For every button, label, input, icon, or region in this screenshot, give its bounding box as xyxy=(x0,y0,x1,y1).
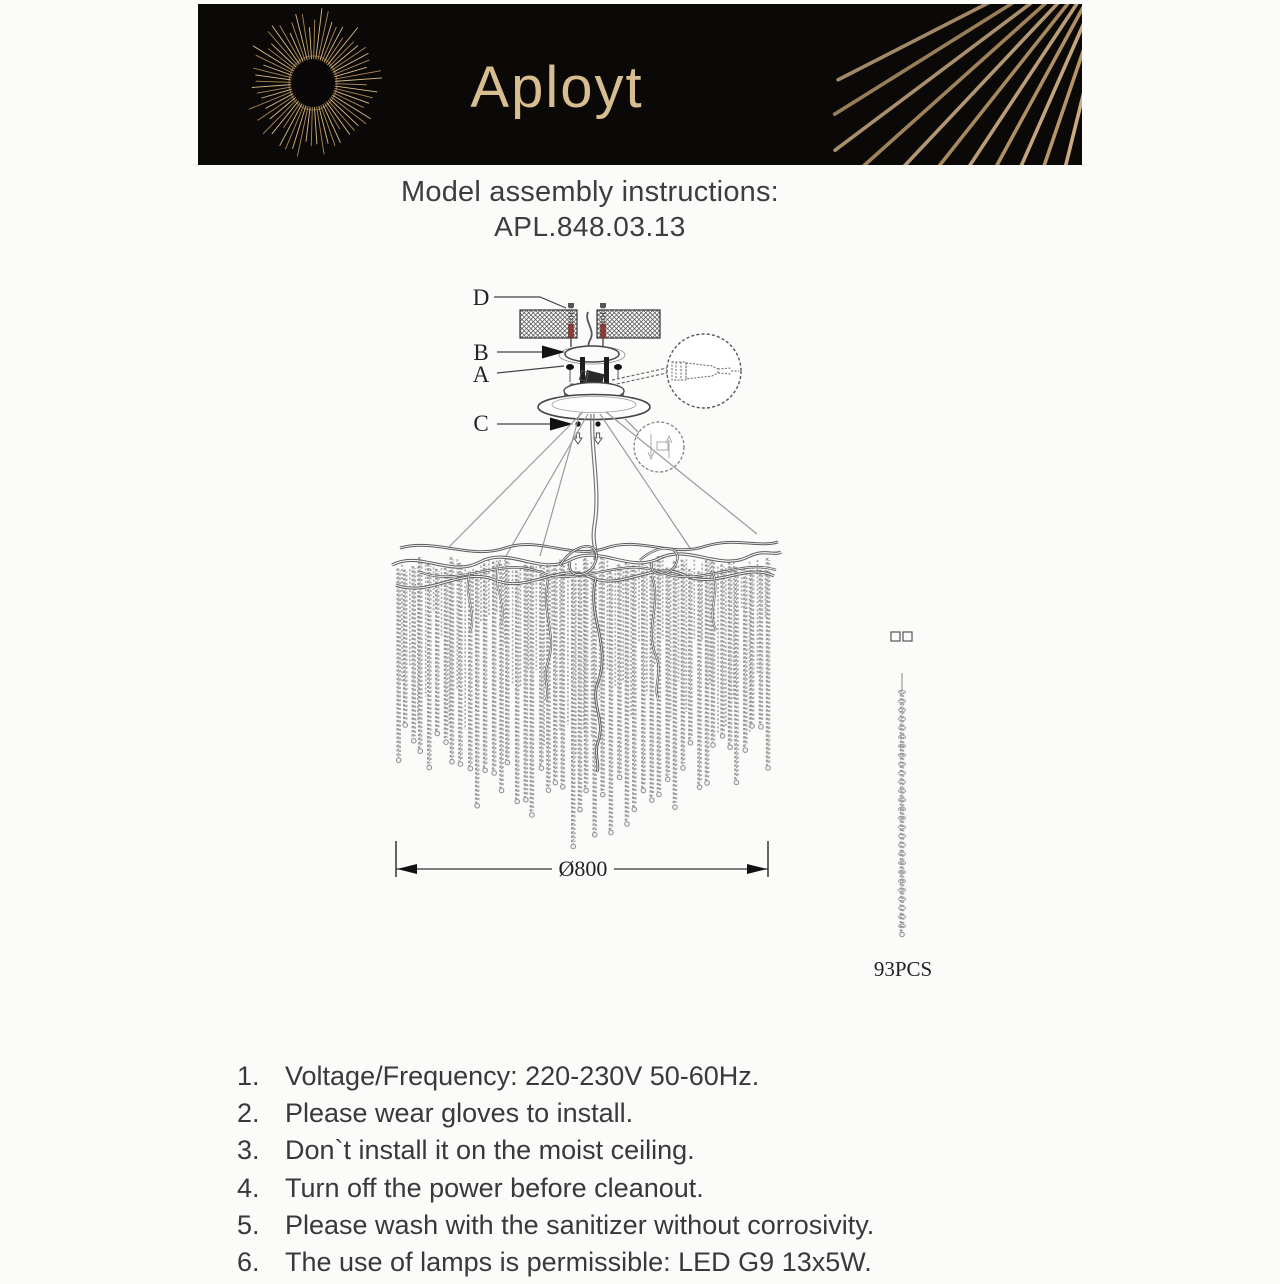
label-c: C xyxy=(473,411,489,436)
rays-decoration-icon xyxy=(835,4,1082,165)
model-number: APL.848.03.13 xyxy=(494,211,686,242)
instructions-list xyxy=(237,1061,1097,1284)
detail-cable xyxy=(612,368,667,385)
ceiling-hatch xyxy=(520,310,660,338)
spare-clips-icon xyxy=(903,632,912,641)
suspension-wires xyxy=(447,412,757,560)
banner-graphic xyxy=(198,4,1082,165)
label-b: B xyxy=(473,340,489,365)
dimension-line xyxy=(396,841,768,881)
item-number: 2. xyxy=(237,1098,260,1129)
assembly-diagram xyxy=(280,265,1000,1010)
spare-clips-icon xyxy=(891,632,900,641)
item-number: 6. xyxy=(237,1246,260,1277)
sunburst-center xyxy=(293,59,333,107)
pieces-count-label: 93PCS xyxy=(873,957,933,981)
instruction-item xyxy=(237,1173,1097,1210)
page-title: Model assembly instructions: xyxy=(401,176,779,208)
item-number: 4. xyxy=(237,1172,260,1203)
instruction-item xyxy=(237,1061,1097,1098)
dimension-label: Ø800 xyxy=(558,856,608,881)
label-a: A xyxy=(472,362,490,387)
label-d: D xyxy=(472,285,490,310)
spare-strand xyxy=(874,632,932,981)
item-number: 3. xyxy=(237,1135,260,1166)
instruction-item xyxy=(237,1247,1097,1284)
item-text: Please wear gloves to install. xyxy=(285,1098,634,1129)
item-text: The use of lamps is permissible: LED G9 13x5W. xyxy=(285,1246,872,1277)
brand-banner xyxy=(198,4,1082,165)
item-text: Don`t install it on the moist ceiling. xyxy=(285,1135,695,1166)
instruction-item xyxy=(237,1135,1097,1172)
item-text: Turn off the power before cleanout. xyxy=(285,1172,704,1203)
item-number: 1. xyxy=(237,1061,260,1091)
instruction-item xyxy=(237,1098,1097,1135)
instruction-item xyxy=(237,1210,1097,1247)
socket-detail-magnifier xyxy=(667,334,741,408)
item-text: Please wash with the sanitizer without corrosivity. xyxy=(285,1209,875,1240)
item-number: 5. xyxy=(237,1209,260,1240)
item-text: Voltage/Frequency: 220-230V 50-60Hz. xyxy=(285,1061,760,1091)
brand-name: Aployt xyxy=(470,55,644,120)
